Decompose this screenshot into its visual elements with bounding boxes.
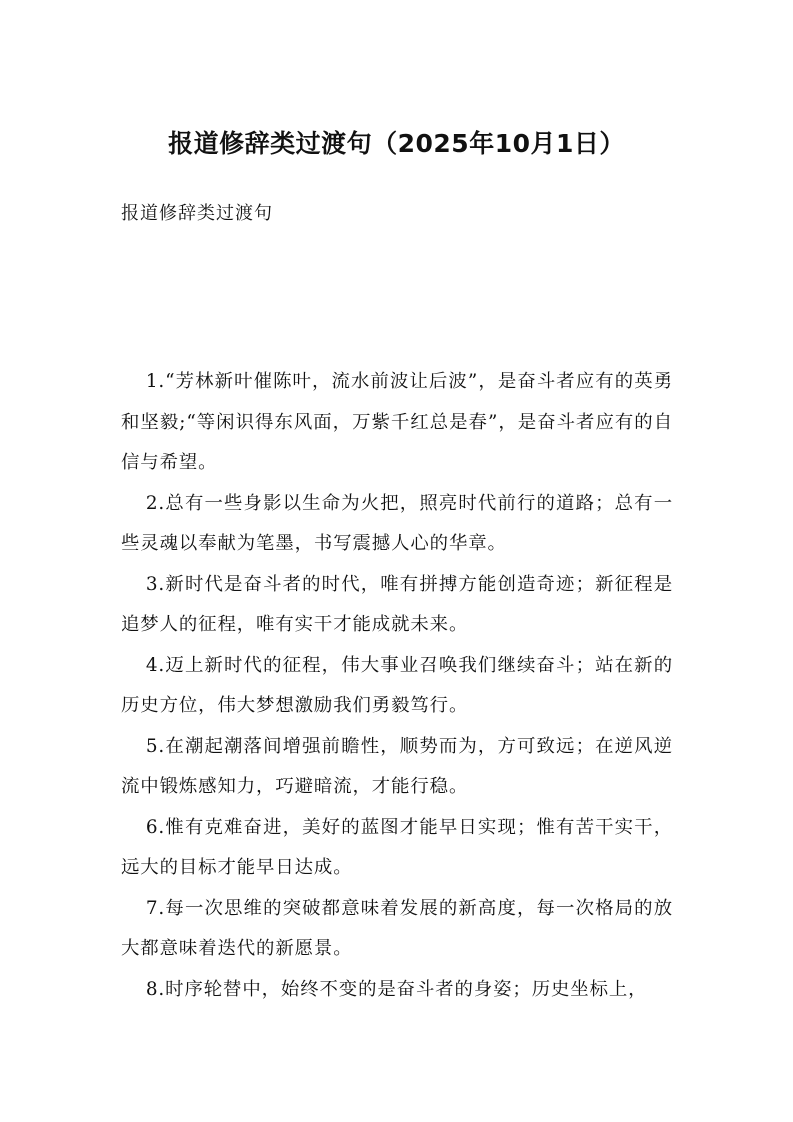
paragraph-7: 7.每一次思维的突破都意味着发展的新高度，每一次格局的放大都意味着迭代的新愿景。 [121,897,673,959]
paragraph-list [121,362,673,1010]
document-subtitle: 报道修辞类过渡句 [121,203,273,224]
paragraph-6: 6.惟有克难奋进，美好的蓝图才能早日实现；惟有苦干实干，远大的目标才能早日达成。 [121,816,673,878]
paragraph-8: 8.时序轮替中，始终不变的是奋斗者的身姿；历史坐标上， [145,978,648,1000]
paragraph-5: 5.在潮起潮落间增强前瞻性，顺势而为，方可致远；在逆风逆流中锻炼感知力，巧避暗流，才能行稳。 [121,735,673,797]
paragraph-2: 2.总有一些身影以生命为火把，照亮时代前行的道路；总有一些灵魂以奉献为笔墨，书写震撼人心的华章。 [121,492,673,554]
paragraph-4: 4.迈上新时代的征程，伟大事业召唤我们继续奋斗；站在新的历史方位，伟大梦想激励我们勇毅笃行。 [121,654,673,716]
paragraph-3: 3.新时代是奋斗者的时代，唯有拼搏方能创造奇迹；新征程是追梦人的征程，唯有实干才能成就未来。 [121,573,673,635]
paragraph-1: 1.“芳林新叶催陈叶，流水前波让后波”，是奋斗者应有的英勇和坚毅;“等闲识得东风面，万紫千红总是春”，是奋斗者应有的自信与希望。 [121,371,673,473]
document-title: 报道修辞类过渡句（2025年10月1日） [168,129,625,158]
